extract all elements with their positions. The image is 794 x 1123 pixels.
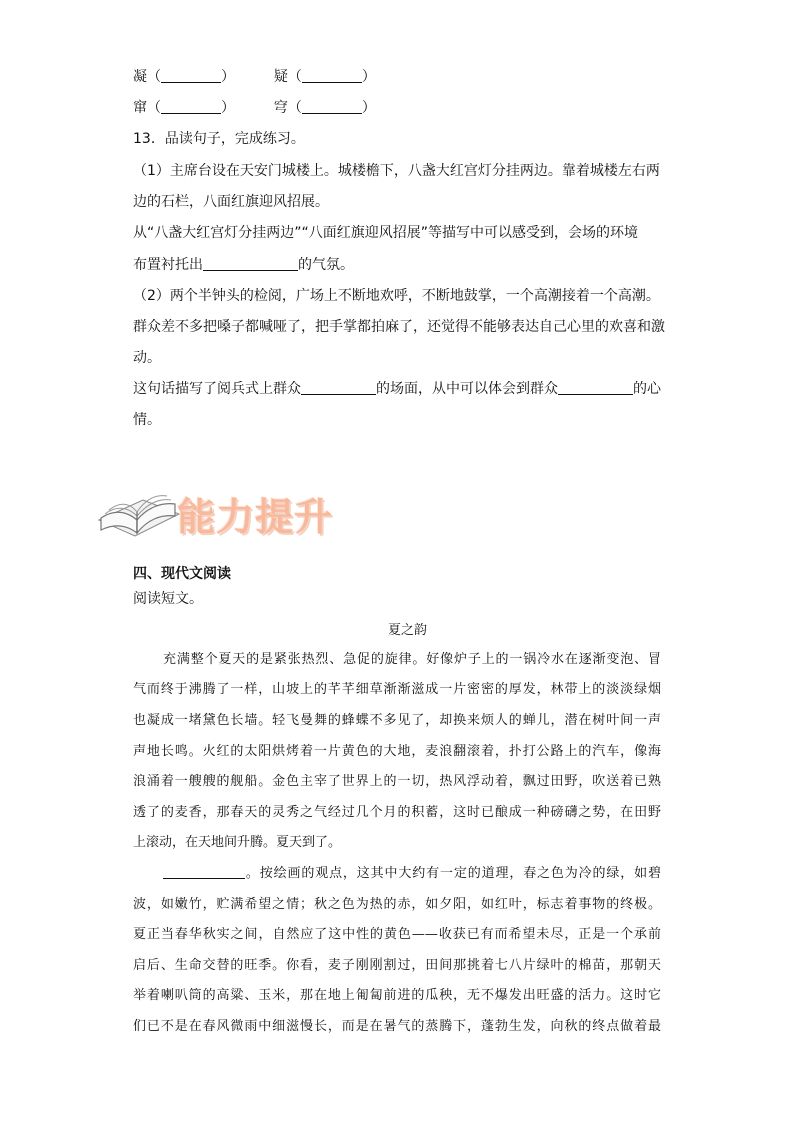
q13-p1-line: 边的石栏，八面红旗迎风招展。 xyxy=(133,194,329,210)
char-row-1 xyxy=(133,68,376,86)
passage-line: 上滚动，在天地间升腾。夏天到了。 xyxy=(133,835,342,850)
passage-line: 透了的麦香，那春天的灵秀之气经过几个月的积蓄，这时已酿成一种磅礴之势，在田野 xyxy=(133,805,661,820)
passage-line: 也凝成一堵黛色长墙。轻飞曼舞的蜂蝶不多见了，却换来烦人的蝉儿，潜在树叶间一声 xyxy=(133,713,661,728)
open-book-icon xyxy=(95,480,185,542)
q13-p2-line: （2）两个半钟头的检阅，广场上不断地欢呼，不断地鼓掌，一个高潮接着一个高潮。 xyxy=(133,288,660,304)
q13-p2-question: 这句话描写了阅兵式上群众 的场面，从中可以体会到群众 的心 xyxy=(133,381,661,397)
char-row-2 xyxy=(133,99,376,117)
answer-blank[interactable] xyxy=(302,68,362,83)
passage-line: 声地长鸣。火红的太阳烘烤着一片黄色的大地，麦浪翻滚着，扑打公路上的汽车，像海 xyxy=(133,744,661,759)
passage-line: 波，如嫩竹，贮满希望之情；秋之色为热的赤，如夕阳，如红叶，标志着事物的终极。 xyxy=(133,897,661,912)
passage-line: 浪涌着一艘艘的舰船。金色主宰了世界上的一切，热风浮动着，飘过田野，吹送着已熟 xyxy=(133,774,661,789)
passage-line: 夏正当春华秋实之间，自然应了这中性的黄色——收获已有而希望未尽，正是一个承前 xyxy=(133,927,661,942)
answer-blank[interactable] xyxy=(203,256,298,271)
q13-p2-question-2: 情。 xyxy=(133,412,161,428)
passage-line: 气而终于沸腾了一样，山坡上的芊芊细草渐渐滋成一片密密的厚发，林带上的淡淡绿烟 xyxy=(133,682,661,697)
char-item: 凝（ ） xyxy=(133,69,235,85)
passage-line: 举着喇叭筒的高粱、玉米，那在地上匍匐前进的瓜秧，无不爆发出旺盛的活力。这时它 xyxy=(133,988,661,1003)
answer-blank[interactable] xyxy=(163,865,245,879)
passage-line-with-blank: 。按绘画的观点，这其中大约有一定的道理，春之色为冷的绿，如碧 xyxy=(163,865,661,883)
q13-p2-line: 动。 xyxy=(133,350,161,366)
answer-blank[interactable] xyxy=(161,99,221,114)
answer-blank[interactable] xyxy=(301,380,376,395)
char-item: 窜（ ） xyxy=(133,100,235,116)
q13-p1-question: 从“八盏大红宫灯分挂两边”“八面红旗迎风招展”等描写中可以感受到，会场的环境 xyxy=(133,225,639,241)
section-title: 四、现代文阅读 xyxy=(133,566,231,582)
char-item: 穹（ ） xyxy=(273,100,376,116)
banner-title: 能力提升 xyxy=(177,495,334,539)
answer-blank[interactable] xyxy=(302,99,362,114)
char-item: 疑（ ） xyxy=(273,69,376,85)
passage-line: 启后、生命交替的旺季。你看，麦子刚刚割过，田间那挑着七八片绿叶的棉苗，那朝天 xyxy=(133,958,661,973)
q13-p2-line: 群众差不多把嗓子都喊哑了，把手掌都拍麻了，还觉得不能够表达自己心里的欢喜和激 xyxy=(133,319,665,335)
answer-blank[interactable] xyxy=(558,380,633,395)
passage-title: 夏之韵 xyxy=(388,623,428,638)
question-13-heading: 13．品读句子，完成练习。 xyxy=(133,131,305,147)
q13-p1-question-2: 布置衬托出 的气氛。 xyxy=(133,257,354,273)
section-intro: 阅读短文。 xyxy=(133,591,203,607)
q13-p1-line: （1）主席台设在天安门城楼上。城楼檐下，八盏大红宫灯分挂两边。靠着城楼左右两 xyxy=(133,163,660,179)
passage-line: 们已不是在春风微雨中细滋慢长，而是在暑气的蒸腾下，蓬勃生发，向秋的终点做着最 xyxy=(133,1019,661,1034)
passage-line: 充满整个夏天的是紧张热烈、急促的旋律。好像炉子上的一锅冷水在逐渐变泡、冒 xyxy=(163,652,661,667)
ability-banner xyxy=(95,478,395,548)
answer-blank[interactable] xyxy=(161,68,221,83)
